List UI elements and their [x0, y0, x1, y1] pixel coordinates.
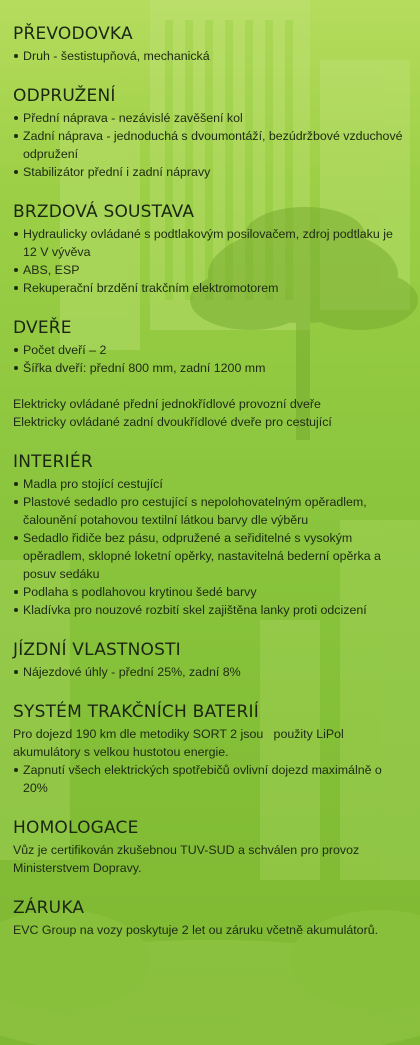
- item-list: [13, 663, 406, 681]
- section-odpruzeni: [13, 86, 406, 181]
- list-item: Zadní náprava - jednoduchá s dvoumontáží, bezúdržbové vzduchové odpružení: [13, 127, 406, 163]
- section-heading: PŘEVODOVKA: [13, 24, 133, 44]
- battery-description: Pro dojezd 190 km dle metodiky SORT 2 jsou použity LiPol akumulátory s velkou hustotou energie.: [13, 727, 348, 759]
- section-heading: HOMOLOGACE: [13, 818, 139, 838]
- list-item: Zapnutí všech elektrických spotřebičů ovlivní dojezd maximálně o 20%: [13, 761, 406, 797]
- list-item: Nájezdové úhly - přední 25%, zadní 8%: [13, 663, 406, 681]
- list-item: Plastové sedadlo pro cestující s nepolohovatelným opěradlem, čalounění potahovou textilní látkou barvy dle výběru: [13, 493, 406, 529]
- section-dvere: [13, 318, 406, 431]
- item-list: [13, 109, 406, 181]
- section-system-baterii: [13, 702, 406, 797]
- door-description: Elektricky ovládané přední jednokřídlové provozní dveře: [13, 397, 321, 411]
- section-heading: INTERIÉR: [13, 452, 93, 472]
- section-jizdni-vlastnosti: [13, 640, 406, 681]
- item-list: [13, 47, 406, 65]
- list-item: Rekuperační brzdění trakčním elektromotorem: [13, 279, 406, 297]
- section-heading: BRZDOVÁ SOUSTAVA: [13, 202, 195, 222]
- list-item: Kladívka pro nouzové rozbití skel zajištěna lanky proti odcizení: [13, 601, 406, 619]
- list-item: Sedadlo řidiče bez pásu, odpružené a seřiditelné s vysokým opěradlem, sklopné loketní opěrky, nastavitelná bederní opěrka a posuv sedáku: [13, 529, 406, 583]
- section-interier: [13, 452, 406, 619]
- section-heading: ZÁRUKA: [13, 898, 85, 918]
- section-zaruka: [13, 898, 406, 939]
- section-brzdova-soustava: [13, 202, 406, 297]
- section-heading: JÍZDNÍ VLASTNOSTI: [13, 640, 181, 660]
- warranty-text: EVC Group na vozy poskytuje 2 let ou záruku včetně akumulátorů.: [13, 923, 379, 937]
- list-item: Madla pro stojící cestující: [13, 475, 406, 493]
- list-item: Stabilizátor přední i zadní nápravy: [13, 163, 406, 181]
- section-heading: ODPRUŽENÍ: [13, 86, 116, 106]
- section-heading: DVEŘE: [13, 318, 72, 338]
- list-item: Šířka dveří: přední 800 mm, zadní 1200 mm: [13, 359, 406, 377]
- item-list: [13, 225, 406, 297]
- list-item: Hydraulicky ovládané s podtlakovým posilovačem, zdroj podtlaku je 12 V vývěva: [13, 225, 406, 261]
- section-heading: SYSTÉM TRAKČNÍCH BATERIÍ: [13, 702, 259, 722]
- list-item: ABS, ESP: [13, 261, 406, 279]
- item-list: [13, 341, 406, 377]
- section-prevodovka: [13, 24, 406, 65]
- list-item: Počet dveří – 2: [13, 341, 406, 359]
- item-list: [13, 475, 406, 619]
- homologation-text: Vůz je certifikován zkušebnou TUV-SUD a schválen pro provoz Ministerstvem Dopravy.: [13, 843, 360, 875]
- item-list: [13, 761, 406, 797]
- list-item: Podlaha s podlahovou krytinou šedé barvy: [13, 583, 406, 601]
- door-description: Elektricky ovládané zadní dvoukřídlové dveře pro cestující: [13, 415, 332, 429]
- list-item: Přední náprava - nezávislé zavěšení kol: [13, 109, 406, 127]
- section-homologace: [13, 818, 406, 877]
- list-item: Druh - šestistupňová, mechanická: [13, 47, 406, 65]
